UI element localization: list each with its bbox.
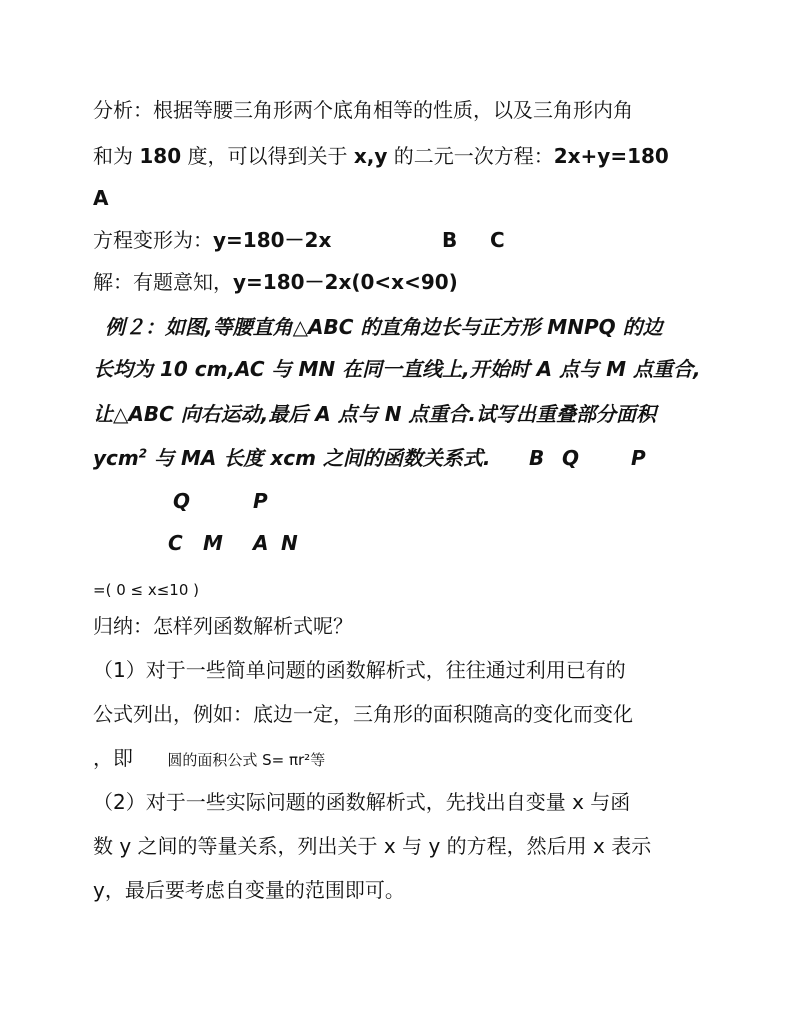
solution-line [93,268,458,296]
figure-label-a-1: A [93,186,109,210]
example2-line-1: 例２：如图,等腰直角△ABC 的直角边长与正方形 MNPQ 的边 [105,315,663,339]
analysis-text-c: 的二元一次方程： [393,144,554,168]
figure-label-c-2: C [168,531,183,555]
example2-line-2: 长均为 10 cm,AC 与 MN 在同一直线上,开始时 A 点与 M 点重合, [93,357,701,381]
example2-line-4-rest: 与 MA 长度 xcm 之间的函数关系式. [154,446,491,470]
summary-p1-line-2: 公式列出，例如：底边一定，三角形的面积随高的变化而变化 [93,702,633,726]
example2-line-4 [93,444,491,472]
domain-range: =( 0 ≤ x≤10 ) [93,581,199,599]
transform-prefix: 方程变形为： [93,228,213,252]
figure-label-n: N [281,531,298,555]
summary-p2-line-1: （2）对于一些实际问题的函数解析式，先找出自变量 x 与函 [93,790,631,814]
analysis-line-1: 分析：根据等腰三角形两个底角相等的性质，以及三角形内角 [93,98,633,122]
figure-label-q-1: Q [562,446,580,470]
summary-p2-line-3: y，最后要考虑自变量的范围即可。 [93,878,405,902]
example2-line-3: 让△ABC 向右运动,最后 A 点与 N 点重合.试写出重叠部分面积 [93,402,657,426]
summary-p1-line-3 [93,744,325,774]
summary-p2-line-2: 数 y 之间的等量关系，列出关于 x 与 y 的方程，然后用 x 表示 [93,834,652,858]
analysis-variables: x,y [353,144,388,168]
figure-label-a-2: A [253,531,269,555]
solution-prefix: 解：有题意知， [93,270,233,294]
figure-label-p-2: P [253,489,268,513]
figure-label-c-1: C [490,228,505,252]
figure-label-m: M [203,531,223,555]
summary-p1-formula: 圆的面积公式 S= πr²等 [167,751,326,769]
solution-equation: y=180－2x(0<x<90) [233,270,458,294]
analysis-number: 180 [139,144,182,168]
analysis-text-a: 和为 [93,144,133,168]
figure-label-b-2: B [529,446,545,470]
example2-y-unit: ycm [93,446,139,470]
analysis-equation: 2x+y=180 [553,144,669,168]
figure-label-q-2: Q [173,489,191,513]
figure-label-b-1: B [442,228,458,252]
analysis-line-2 [93,142,669,170]
summary-p1-line-1: （1）对于一些简单问题的函数解析式，往往通过利用已有的 [93,658,626,682]
example2-superscript: 2 [138,446,148,461]
summary-title: 归纳：怎样列函数解析式呢？ [93,614,353,638]
analysis-text-b: 度，可以得到关于 [187,144,348,168]
summary-p1-line-3-a: ，即 [93,746,133,770]
figure-label-p-1: P [631,446,646,470]
transform-equation: y=180－2x [213,228,332,252]
transform-line [93,226,331,254]
